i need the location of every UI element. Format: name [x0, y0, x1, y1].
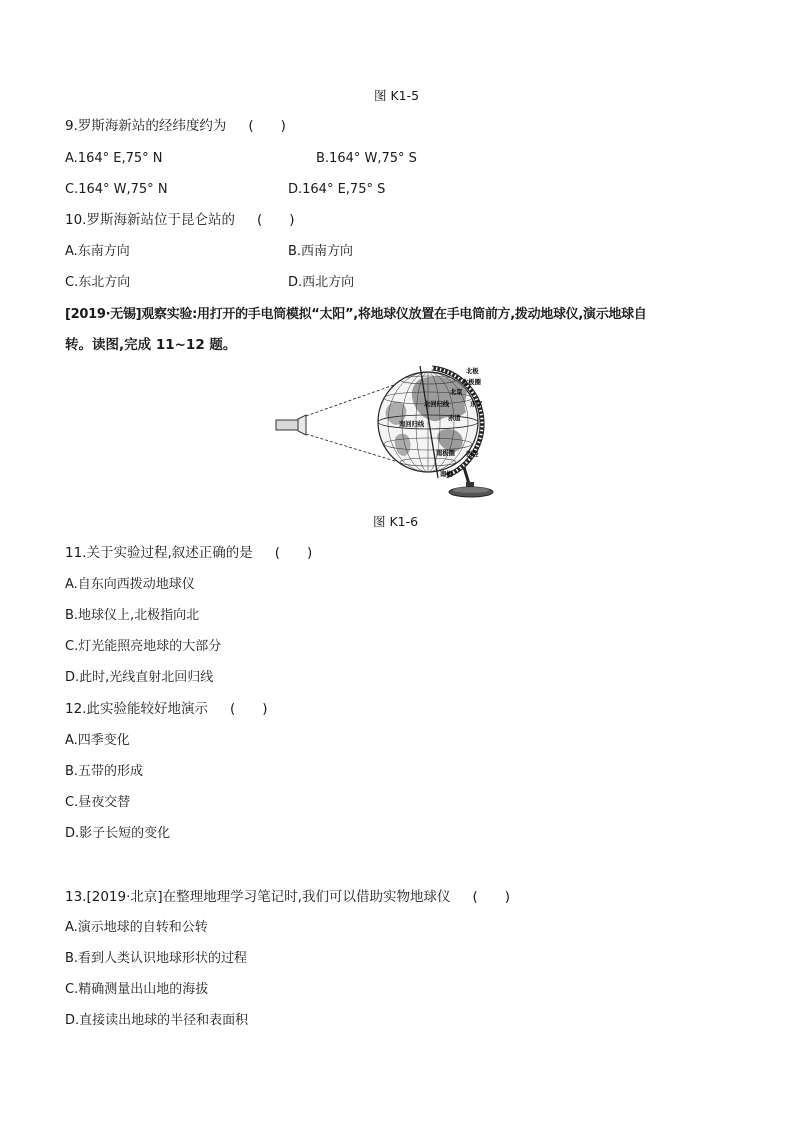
figure-caption-k1-6: 图 K1-6	[373, 514, 419, 529]
q13-option-a: A.演示地球的自转和公转	[65, 920, 208, 935]
label-west-longitude: 西经	[466, 451, 479, 458]
answer-paren: ( )	[274, 545, 313, 561]
label-arctic-circle: 北极圈	[462, 379, 481, 386]
label-north-pole: 北极	[466, 368, 479, 375]
q12-option-b: B.五带的形成	[65, 764, 144, 779]
answer-paren: ( )	[248, 118, 286, 134]
question-13-stem	[65, 888, 510, 906]
question-10-text: 10.罗斯海新站位于昆仑站的	[65, 212, 235, 228]
label-north-tropic: 北回归线	[424, 401, 450, 408]
q11-option-b: B.地球仪上,北极指向北	[65, 608, 200, 623]
answer-paren: ( )	[229, 701, 268, 717]
q10-option-c: C.东北方向	[65, 275, 131, 290]
q9-option-d: D.164° E,75° S	[288, 182, 386, 197]
flashlight-icon	[276, 415, 306, 435]
label-beijing: 北京	[450, 389, 463, 396]
q9-option-a: A.164° E,75° N	[65, 151, 163, 166]
answer-paren: ( )	[256, 212, 295, 228]
q11-option-a: A.自东向西拨动地球仪	[65, 577, 195, 592]
question-13-text: 13.[2019·北京]在整理地理学习笔记时,我们可以借助实物地球仪	[65, 889, 451, 905]
q11-option-d: D.此时,光线直射北回归线	[65, 670, 214, 685]
q13-option-c: C.精确测量出山地的海拔	[65, 982, 209, 997]
question-10-stem	[65, 211, 295, 229]
question-12-stem	[65, 700, 268, 718]
question-11-text: 11.关于实验过程,叙述正确的是	[65, 545, 253, 561]
question-9-stem	[65, 117, 286, 135]
q12-option-a: A.四季变化	[65, 733, 130, 748]
label-antarctic-circle: 南极圈	[436, 450, 455, 457]
label-tokyo: 东京	[470, 401, 483, 408]
label-south-pole: 南极	[440, 471, 453, 478]
q11-option-c: C.灯光能照亮地球的大部分	[65, 639, 222, 654]
q10-option-a: A.东南方向	[65, 244, 130, 259]
answer-paren: ( )	[472, 889, 510, 905]
intro-line-2: 转。读图,完成 11~12 题。	[65, 337, 237, 353]
label-equator: 赤道	[448, 415, 461, 422]
question-9-text: 9.罗斯海新站的经纬度约为	[65, 118, 227, 134]
figure-flashlight-globe	[270, 364, 520, 500]
question-12-text: 12.此实验能较好地演示	[65, 701, 208, 717]
label-south-tropic: 南回归线	[399, 421, 425, 428]
q12-option-d: D.影子长短的变化	[65, 826, 171, 841]
q13-option-d: D.直接读出地球的半径和表面积	[65, 1013, 249, 1028]
q9-option-b: B.164° W,75° S	[316, 151, 417, 166]
q9-option-c: C.164° W,75° N	[65, 182, 168, 197]
question-11-stem	[65, 544, 312, 562]
figure-caption-k1-5: 图 K1-5	[374, 88, 420, 103]
q10-option-b: B.西南方向	[288, 244, 354, 259]
q13-option-b: B.看到人类认识地球形状的过程	[65, 951, 248, 966]
intro-line-1: [2019·无锡]观察实验:用打开的手电筒模拟“太阳”,将地球仪放置在手电筒前方,拨动地球仪,演示地球自	[65, 307, 647, 322]
q12-option-c: C.昼夜交替	[65, 795, 131, 810]
q10-option-d: D.西北方向	[288, 275, 355, 290]
